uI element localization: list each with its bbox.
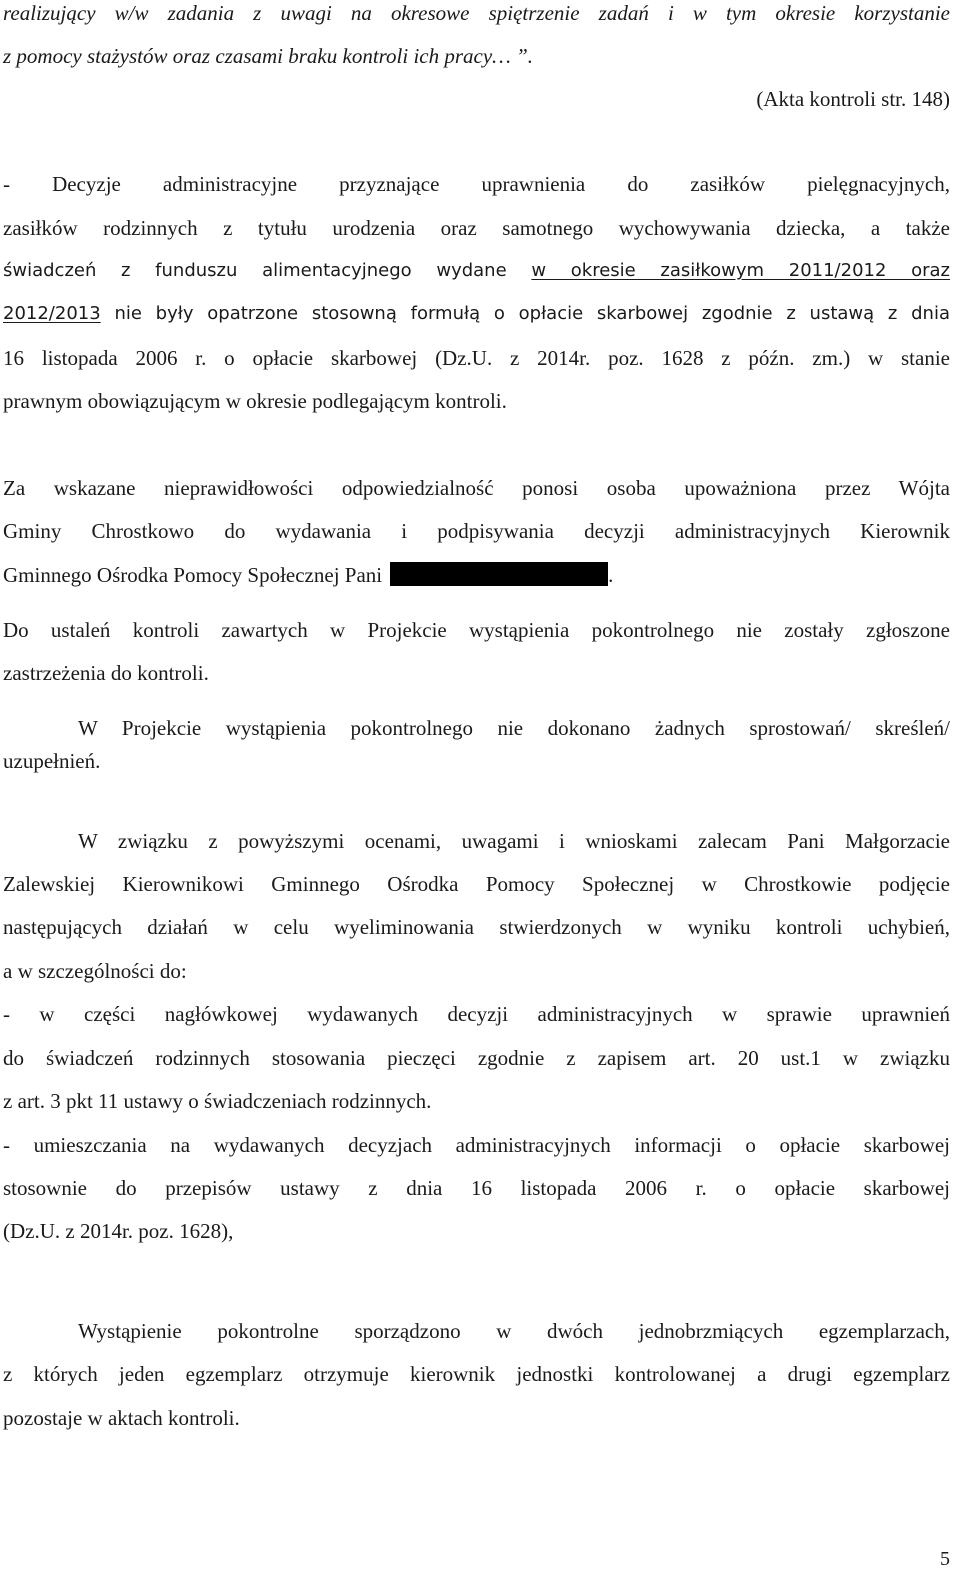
p5-line-10: (Dz.U. z 2014r. poz. 1628), <box>3 1219 234 1243</box>
p5-line-7: z art. 3 pkt 11 ustawy o świadczeniach rodzinnych. <box>3 1089 432 1113</box>
p1-line-5: 16 listopada 2006 r. o opłacie skarbowej (Dz.U. z 2014r. poz. 1628 z późn. zm.) w stanie <box>3 346 950 370</box>
p3-line-1: Do ustaleń kontroli zawartych w Projekcie wystąpienia pokontrolnego nie zostały zgłoszone <box>3 618 950 642</box>
p1-line-3-underlined: w okresie zasiłkowym 2011/2012 oraz <box>531 260 950 281</box>
p5-line-9: stosownie do przepisów ustawy z dnia 16 listopada 2006 r. o opłacie skarbowej <box>3 1176 950 1200</box>
p1-line-3-text: świadczeń z funduszu alimentacyjnego wydane <box>3 260 507 281</box>
p2-line-1: Za wskazane nieprawidłowości odpowiedzialność ponosi osoba upoważniona przez Wójta <box>3 476 950 500</box>
quote-line-2: z pomocy stażystów oraz czasami braku kontroli ich pracy… ”. <box>3 44 534 68</box>
p5-line-6: do świadczeń rodzinnych stosowania pieczęci zgodnie z zapisem art. 20 ust.1 w związku <box>3 1046 950 1070</box>
p4-line-2: uzupełnień. <box>3 749 101 773</box>
p4-line-1: W Projekcie wystąpienia pokontrolnego nie dokonano żadnych sprostowań/ skreśleń/ <box>78 716 950 740</box>
p6-line-1: Wystąpienie pokontrolne sporządzono w dwóch jednobrzmiących egzemplarzach, <box>78 1319 950 1343</box>
p5-line-4: a w szczególności do: <box>3 959 187 983</box>
p1-line-6: prawnym obowiązującym w okresie podlegającym kontroli. <box>3 389 507 413</box>
quote-line-1: realizujący w/w zadania z uwagi na okresowe spiętrzenie zadań i w tym okresie korzystanie <box>3 1 950 25</box>
p2-line-3-end: . <box>608 563 614 587</box>
p1-line-2: zasiłków rodzinnych z tytułu urodzenia oraz samotnego wychowywania dziecka, a także <box>3 216 950 240</box>
p5-line-8: - umieszczania na wydawanych decyzjach administracyjnych informacji o opłacie skarbowej <box>3 1133 950 1157</box>
p6-line-3: pozostaje w aktach kontroli. <box>3 1406 240 1430</box>
p2-line-2: Gminy Chrostkowo do wydawania i podpisywania decyzji administracyjnych Kierownik <box>3 519 950 543</box>
p1-line-1: - Decyzje administracyjne przyznające uprawnienia do zasiłków pielęgnacyjnych, <box>3 172 950 196</box>
p6-line-2: z których jeden egzemplarz otrzymuje kierownik jednostki kontrolowanej a drugi egzemplarz <box>3 1362 950 1386</box>
redaction-block <box>390 562 608 586</box>
p1-line-4-underlined: 2012/2013 <box>3 303 101 324</box>
p3-line-2: zastrzeżenia do kontroli. <box>3 661 209 685</box>
p5-line-1: W związku z powyższymi ocenami, uwagami i wnioskami zalecam Pani Małgorzacie <box>78 829 950 853</box>
p1-line-4 <box>3 301 950 327</box>
page-number: 5 <box>940 1548 950 1570</box>
files-reference: (Akta kontroli str. 148) <box>756 87 950 111</box>
p1-line-3 <box>3 258 950 284</box>
p5-line-2: Zalewskiej Kierownikowi Gminnego Ośrodka Pomocy Społecznej w Chrostkowie podjęcie <box>3 872 950 896</box>
p2-line-3-text: Gminnego Ośrodka Pomocy Społecznej Pani <box>3 563 383 587</box>
p5-line-3: następujących działań w celu wyeliminowania stwierdzonych w wyniku kontroli uchybień, <box>3 915 950 939</box>
p2-line-3 <box>3 562 950 588</box>
p5-line-5: - w części nagłówkowej wydawanych decyzji administracyjnych w sprawie uprawnień <box>3 1002 950 1026</box>
p1-line-4-text: nie były opatrzone stosowną formułą o opłacie skarbowej zgodnie z ustawą z dnia <box>114 303 950 324</box>
